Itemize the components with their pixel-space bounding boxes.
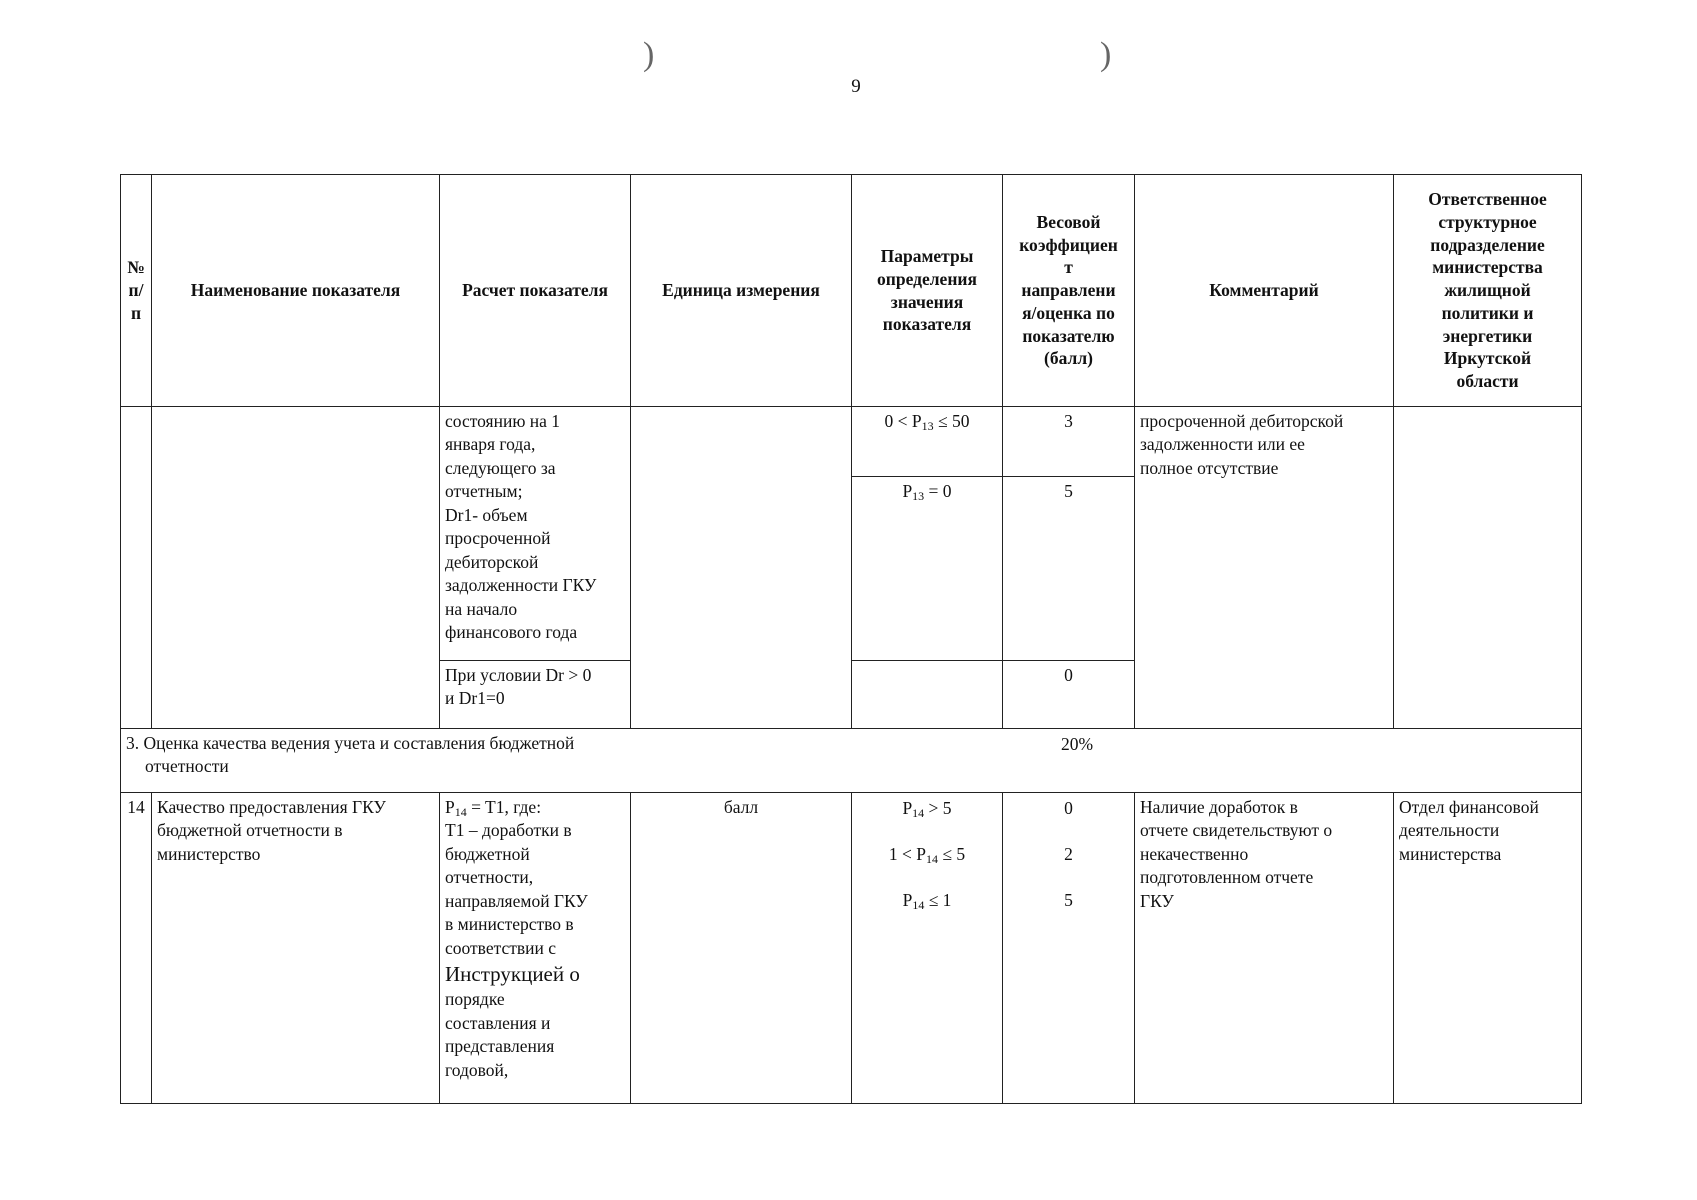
header-resp-line: политики и: [1441, 302, 1534, 323]
row14-comment: [1135, 793, 1394, 1104]
calc-line: годовой,: [445, 1059, 509, 1080]
header-resp-line: Иркутской: [1443, 348, 1532, 369]
row14-params: [852, 793, 1003, 1104]
calc-line: следующего за: [445, 457, 556, 478]
calc-line: дебиторской: [445, 551, 539, 572]
cont-comment-cell: [1135, 407, 1394, 729]
header-resp-line: структурное: [1438, 211, 1537, 232]
comment-line: подготовленном отчете: [1140, 867, 1314, 888]
header-num-line: №: [127, 257, 145, 278]
section-cell: [121, 729, 1582, 793]
calc-line: представления: [445, 1036, 555, 1057]
calc-line: просроченной: [445, 528, 551, 549]
calc-line: $P_{14} = T1$, где:: [445, 797, 542, 819]
header-weight-line: направлени: [1021, 280, 1116, 301]
score-line: 2: [1064, 844, 1073, 864]
score-line: 0: [1064, 798, 1073, 818]
header-weight-line: я/оценка по: [1022, 302, 1115, 323]
calc-line: отчетным;: [445, 481, 523, 502]
calc-line: на начало: [445, 598, 518, 619]
comment-line: полное отсутствие: [1140, 457, 1279, 478]
header-weight-line: т: [1064, 257, 1073, 278]
header-calc: Расчет показателя: [440, 175, 631, 407]
calc-line: соответствии с: [445, 937, 557, 958]
cont-param-1: $0 < P_{13} \le 50$: [852, 407, 1003, 477]
header-weight: [1003, 175, 1135, 407]
calc-line: задолженности ГКУ: [445, 575, 597, 596]
comment-line: ГКУ: [1140, 890, 1174, 911]
section-row: [121, 729, 1582, 793]
header-row: [121, 175, 1582, 407]
header-name: Наименование показателя: [152, 175, 440, 407]
calc-line: в министерство в: [445, 914, 574, 935]
header-resp-line: области: [1456, 371, 1519, 392]
cont-score-3: 0: [1003, 661, 1135, 729]
calc-line: Инструкцией о: [445, 962, 580, 987]
header-weight-line: Весовой: [1036, 211, 1101, 232]
param-line: $1 < P_{14} \le 5$: [888, 844, 966, 866]
row14-calc: [440, 793, 631, 1104]
comment-line: некачественно: [1140, 843, 1249, 864]
header-weight-line: (балл): [1044, 348, 1093, 369]
calc-line: порядке: [445, 989, 505, 1010]
cont-num-cell: [121, 407, 152, 729]
header-num-line: п: [130, 302, 142, 323]
cont-calc-2: [440, 661, 631, 729]
header-weight-line: коэффициен: [1019, 234, 1118, 255]
calc-line: и Dr1=0: [445, 688, 505, 709]
section-title: [126, 732, 1576, 779]
header-responsible: [1394, 175, 1582, 407]
page-number: 9: [851, 76, 861, 97]
cont-unit-cell: [631, 407, 852, 729]
calc-line: финансового года: [445, 621, 578, 642]
param-line: $P_{14} \le 1$: [902, 890, 952, 912]
row14-responsible: [1394, 793, 1582, 1104]
table-row: [121, 793, 1582, 1104]
comment-line: Наличие доработок в: [1140, 797, 1298, 817]
section-title-line: 3. Оценка качества ведения учета и составления бюджетной: [126, 733, 575, 753]
name-line: министерство: [157, 843, 261, 864]
header-unit: Единица измерения: [631, 175, 852, 407]
param-line: $P_{14} > 5$: [902, 798, 952, 820]
calc-line: отчетности,: [445, 867, 534, 888]
header-num: [121, 175, 152, 407]
header-resp-line: энергетики: [1442, 325, 1533, 346]
scan-mark-right: ): [1100, 36, 1112, 73]
calc-line: бюджетной: [445, 843, 530, 864]
header-resp-line: подразделение: [1430, 234, 1545, 255]
calc-line: T1 – доработки в: [445, 820, 572, 841]
comment-line: задолженности или ее: [1140, 434, 1305, 455]
header-weight-line: показателю: [1022, 325, 1115, 346]
indicators-table: [120, 174, 1582, 1104]
cont-calc-cell: [440, 407, 631, 661]
header-resp-line: жилищной: [1444, 280, 1531, 301]
resp-line: деятельности: [1399, 820, 1500, 841]
section-weight: 20%: [1061, 734, 1094, 754]
score-line: 5: [1064, 890, 1073, 910]
section-title-line: отчетности: [145, 756, 229, 777]
header-comment: Комментарий: [1135, 175, 1394, 407]
cont-score-2: 5: [1003, 477, 1135, 661]
resp-line: Отдел финансовой: [1399, 797, 1539, 817]
header-resp-line: Ответственное: [1428, 189, 1547, 210]
calc-line: состоянию на 1: [445, 411, 561, 431]
name-line: бюджетной отчетности в: [157, 820, 343, 841]
scan-mark-left: ): [643, 36, 655, 73]
row14-scores: [1003, 793, 1135, 1104]
table-row: [121, 407, 1582, 477]
cont-resp-cell: [1394, 407, 1582, 729]
calc-line: составления и: [445, 1012, 551, 1033]
resp-line: министерства: [1399, 843, 1502, 864]
name-line: Качество предоставления ГКУ: [157, 797, 386, 817]
cont-score-1: 3: [1003, 407, 1135, 477]
calc-line: января года,: [445, 434, 536, 455]
calc-line: направляемой ГКУ: [445, 890, 588, 911]
cont-param-2: $P_{13} = 0$: [852, 477, 1003, 661]
comment-line: просроченной дебиторской: [1140, 411, 1344, 431]
header-num-line: п/: [128, 280, 144, 301]
calc-line: При условии Dr > 0: [445, 665, 592, 685]
comment-line: отчете свидетельствуют о: [1140, 820, 1333, 841]
cont-name-cell: [152, 407, 440, 729]
row14-name: [152, 793, 440, 1104]
row14-unit: балл: [631, 793, 852, 1104]
calc-line: Dr1- объем: [445, 504, 528, 525]
row14-num: 14: [121, 793, 152, 1104]
cont-param-3: [852, 661, 1003, 729]
header-resp-line: министерства: [1432, 257, 1543, 278]
header-params: Параметры определения значения показателя: [852, 175, 1003, 407]
